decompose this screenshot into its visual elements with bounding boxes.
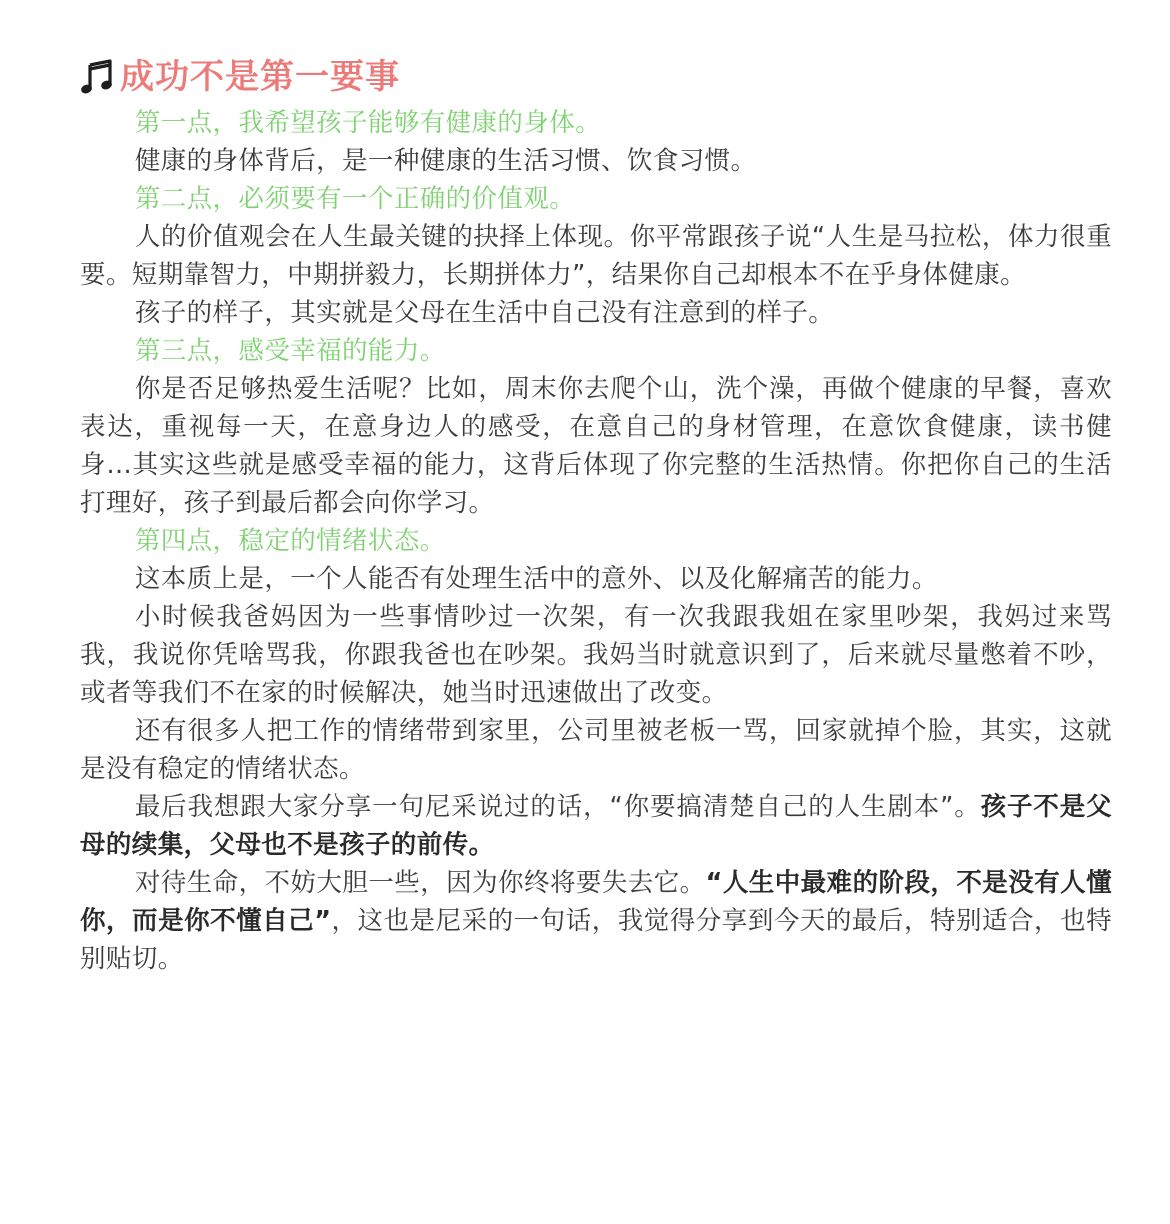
paragraph-text: 这本质上是，一个人能否有处理生活中的意外、以及化解痛苦的能力。 <box>134 564 938 594</box>
body-paragraph <box>80 218 1112 294</box>
body-paragraph <box>80 560 1112 598</box>
paragraph-text: ，这也是尼采的一句话，我觉得分享到今天的最后，特别适合，也特别贴切。 <box>80 906 1112 974</box>
body-paragraph <box>80 370 1112 522</box>
cropped-previous-line <box>80 41 365 47</box>
body-paragraph <box>80 598 1112 712</box>
paragraph-text: 你是否足够热爱生活呢？比如，周末你去爬个山，洗个澡，再做个健康的早餐，喜欢表达，重视每一天，在意身边人的感受，在意自己的身材管理，在意饮食健康，读书健身...其实这些就是感受幸福的能力，这背后体现了你完整的生活热情。你把你自己的生活打理好，孩子到最后都会向你学习。 <box>80 374 1112 518</box>
page-title: 成功不是第一要事 <box>120 57 400 97</box>
paragraph-text: 最后我想跟大家分享一句尼采说过的话，“你要搞清楚自己的人生剧本”。 <box>134 792 981 822</box>
article-body <box>80 104 1112 978</box>
body-paragraph <box>80 788 1112 864</box>
body-paragraph <box>80 142 1112 180</box>
body-paragraph <box>80 712 1112 788</box>
section-heading <box>80 104 1112 142</box>
emphasized-text: “人生中最难的阶段，不是没有人懂你，而是你不懂自己” <box>80 868 1112 936</box>
paragraph-text: 健康的身体背后，是一种健康的生活习惯、饮食习惯。 <box>134 146 757 176</box>
paragraph-text: 人的价值观会在人生最关键的抉择上体现。你平常跟孩子说“人生是马拉松，体力很重要。短期靠智力，中期拼毅力，长期拼体力”，结果你自己却根本不在乎身体健康。 <box>80 222 1112 290</box>
paragraph-text: 第二点，必须要有一个正确的价值观。 <box>134 184 576 214</box>
music-note-icon <box>80 57 116 97</box>
section-heading <box>80 332 1112 370</box>
paragraph-text: 第四点，稳定的情绪状态。 <box>134 526 446 556</box>
paragraph-text: 对待生命，不妨大胆一些，因为你终将要失去它。 <box>134 868 706 898</box>
body-paragraph <box>80 864 1112 978</box>
paragraph-text: 小时候我爸妈因为一些事情吵过一次架，有一次我跟我姐在家里吵架，我妈过来骂我，我说你凭啥骂我，你跟我爸也在吵架。我妈当时就意识到了，后来就尽量憋着不吵，或者等我们不在家的时候解决，她当时迅速做出了改变。 <box>80 602 1112 708</box>
section-heading <box>80 522 1112 560</box>
paragraph-text: 第一点，我希望孩子能够有健康的身体。 <box>134 108 602 138</box>
paragraph-text: 孩子的样子，其实就是父母在生活中自己没有注意到的样子。 <box>134 298 835 328</box>
paragraph-text: 还有很多人把工作的情绪带到家里，公司里被老板一骂，回家就掉个脸，其实，这就是没有稳定的情绪状态。 <box>80 716 1112 784</box>
body-paragraph <box>80 294 1112 332</box>
paragraph-text: 第三点，感受幸福的能力。 <box>134 336 446 366</box>
emphasized-text: 孩子不是父母的续集，父母也不是孩子的前传。 <box>80 792 1112 860</box>
section-title <box>80 54 400 100</box>
section-heading <box>80 180 1112 218</box>
